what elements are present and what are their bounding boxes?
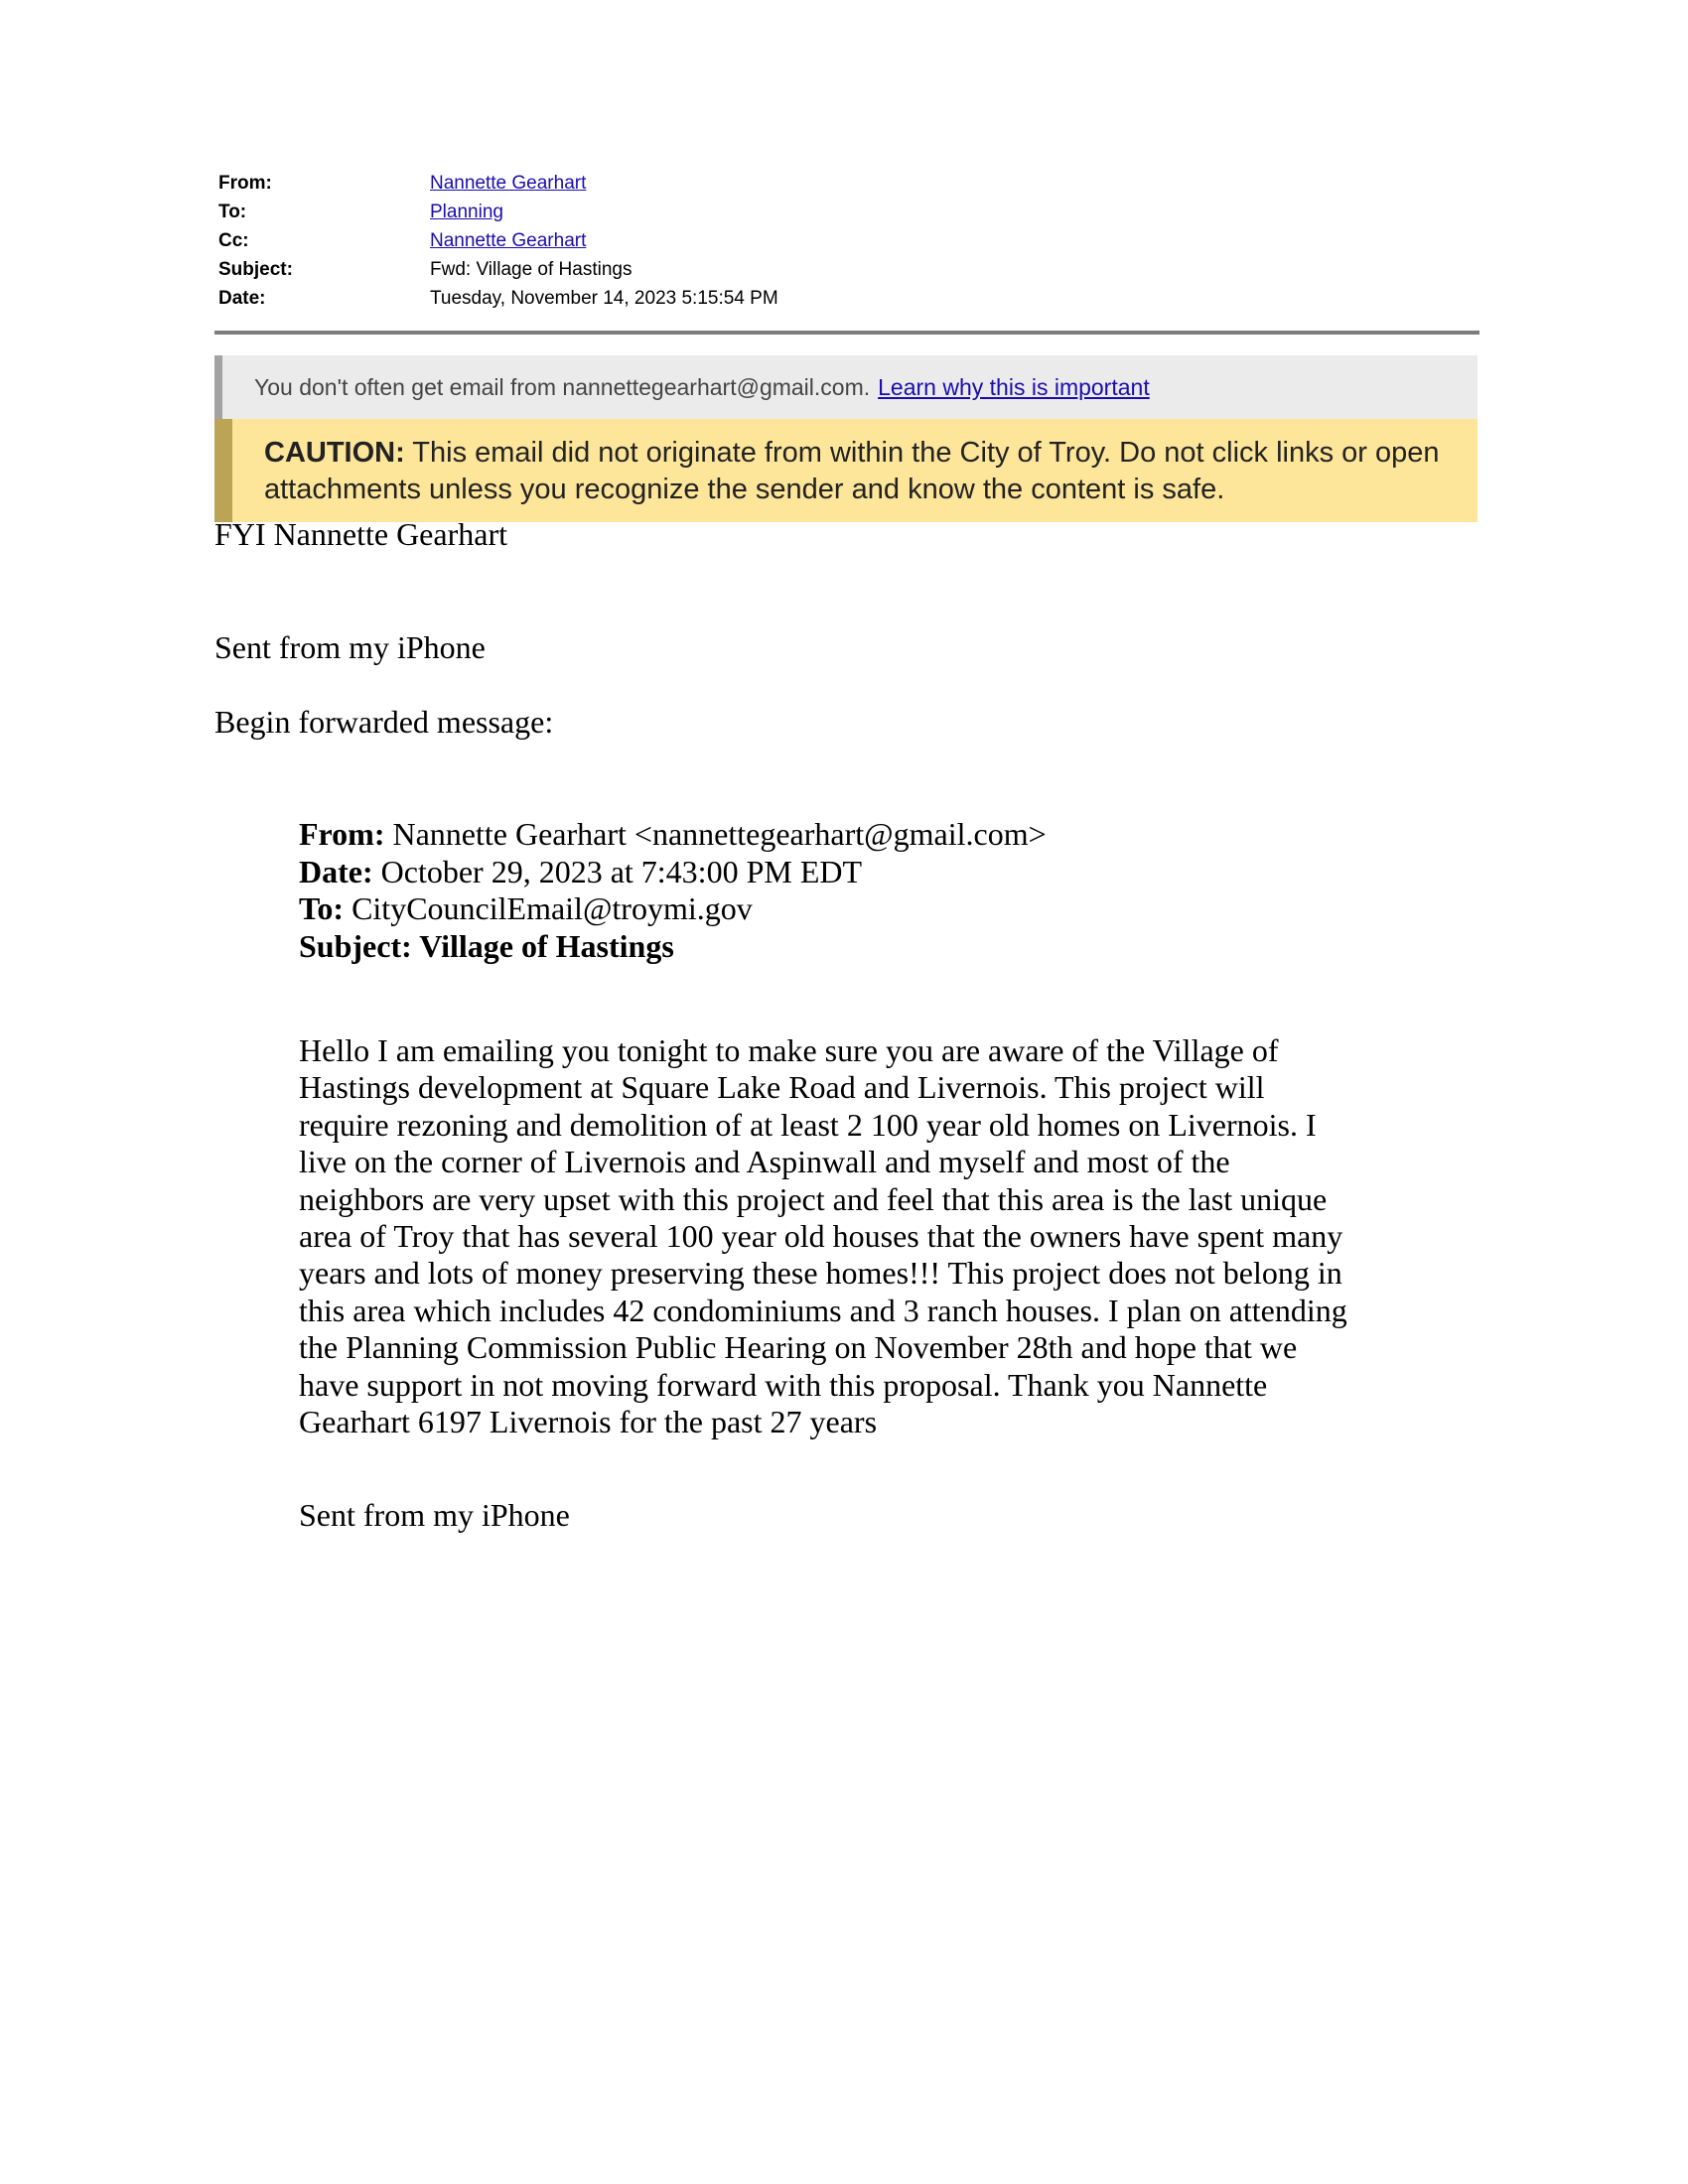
subject-value: Fwd: Village of Hastings bbox=[430, 258, 633, 280]
forwarded-date-value: October 29, 2023 at 7:43:00 PM EDT bbox=[372, 853, 863, 889]
sent-from-line: Sent from my iPhone bbox=[214, 629, 486, 665]
header-date-row bbox=[218, 284, 1479, 313]
forwarded-to-value: CityCouncilEmail@troymi.gov bbox=[344, 890, 753, 926]
message-line: area of Troy that has several 100 year old houses that the owners have spent many bbox=[299, 1218, 1343, 1255]
subject-label: Subject: bbox=[218, 258, 293, 280]
header-subject-row bbox=[218, 255, 1479, 284]
forwarded-to-label: To: bbox=[299, 890, 345, 926]
message-line: this area which includes 42 condominiums and 3 ranch houses. I plan on attending bbox=[299, 1292, 1347, 1328]
external-sender-notice bbox=[214, 355, 1477, 419]
header-divider bbox=[214, 331, 1479, 335]
date-value: Tuesday, November 14, 2023 5:15:54 PM bbox=[430, 287, 778, 309]
email-header bbox=[218, 169, 1479, 313]
forwarded-subject-row bbox=[299, 928, 1047, 966]
message-line: Hastings development at Square Lake Road and Livernois. This project will bbox=[299, 1069, 1265, 1106]
header-from-row bbox=[218, 169, 1479, 198]
begin-forwarded-line: Begin forwarded message: bbox=[214, 704, 554, 740]
forwarded-date-label: Date: bbox=[299, 853, 373, 889]
message-line: years and lots of money preserving these homes!!! This project does not belong in bbox=[299, 1255, 1342, 1292]
to-link[interactable]: Planning bbox=[430, 201, 503, 222]
from-label: From: bbox=[218, 172, 272, 194]
cc-link[interactable]: Nannette Gearhart bbox=[430, 229, 587, 251]
forwarded-from-row bbox=[299, 816, 1047, 854]
forwarded-header bbox=[299, 816, 1047, 965]
message-line: Gearhart 6197 Livernois for the past 27 years bbox=[299, 1404, 878, 1440]
cc-label: Cc: bbox=[218, 229, 249, 251]
caution-label: CAUTION: bbox=[264, 437, 405, 469]
forwarded-from-label: From: bbox=[299, 816, 385, 852]
forwarded-from-value: Nannette Gearhart <nannettegearhart@gmail.com> bbox=[384, 816, 1047, 852]
notice-text: You don't often get email from nannettegearhart@gmail.com. bbox=[254, 373, 871, 400]
forwarded-sent-from-line: Sent from my iPhone bbox=[299, 1497, 570, 1533]
forwarded-to-row bbox=[299, 890, 1047, 928]
forwarded-subject-value: Village of Hastings bbox=[411, 927, 674, 964]
message-line: have support in not moving forward with this proposal. Thank you Nannette bbox=[299, 1366, 1268, 1403]
message-line: the Planning Commission Public Hearing on November 28th and hope that we bbox=[299, 1329, 1298, 1366]
header-to-row bbox=[218, 198, 1479, 226]
caution-banner bbox=[214, 419, 1477, 522]
learn-why-link[interactable]: Learn why this is important bbox=[878, 373, 1150, 400]
message-line: live on the corner of Livernois and Aspinwall and myself and most of the bbox=[299, 1144, 1230, 1180]
header-cc-row bbox=[218, 226, 1479, 255]
forwarded-subject-label: Subject: bbox=[299, 927, 412, 964]
from-link[interactable]: Nannette Gearhart bbox=[430, 172, 587, 194]
forwarded-message-body bbox=[299, 1032, 1441, 1440]
caution-text: This email did not originate from within the City of Troy. Do not click links or open attachments unless you recognize the sender and know the content is safe. bbox=[264, 437, 1440, 505]
date-label: Date: bbox=[218, 287, 266, 309]
to-label: To: bbox=[218, 201, 247, 222]
message-line: Hello I am emailing you tonight to make sure you are aware of the Village of bbox=[299, 1032, 1279, 1068]
fyi-line: FYI Nannette Gearhart bbox=[214, 516, 507, 552]
forwarded-date-row bbox=[299, 854, 1047, 891]
message-line: require rezoning and demolition of at least 2 100 year old homes on Livernois. I bbox=[299, 1106, 1317, 1143]
message-line: neighbors are very upset with this project and feel that this area is the last unique bbox=[299, 1180, 1328, 1217]
